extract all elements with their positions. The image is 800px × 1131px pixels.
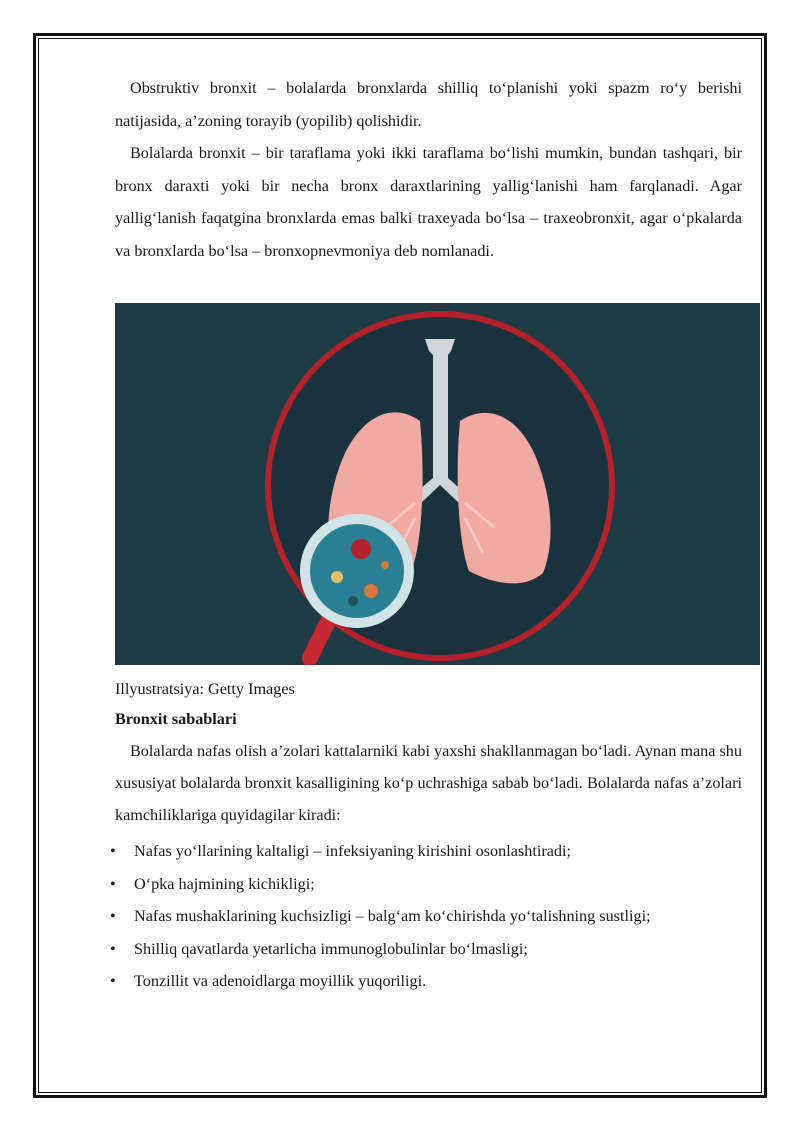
bullet-icon: • [110, 907, 116, 925]
bullet-icon: • [110, 939, 116, 958]
bullet-icon: • [110, 842, 116, 860]
bullet-icon: • [110, 874, 116, 893]
bacteria-dark [348, 596, 358, 606]
section-heading: Bronxit sabablari [115, 710, 237, 728]
lungs-illustration [115, 303, 760, 665]
bacteria-red [351, 539, 371, 559]
paragraph-obstructive-bronchitis: Obstruktiv bronxit – bolalarda bronxlarda shilliq to‘planishi yoki spazm ro‘y berishi natijasida, a’zoning torayib (yopilib) qolishidir. [115, 79, 742, 130]
bullet-icon: • [110, 972, 116, 990]
paragraph-bronchitis-types: Bolalarda bronxit – bir taraflama yoki ikki taraflama bo‘lishi mumkin, bundan tashqari, bir bronx daraxti yoki bir necha bronx daraxtlarining yallig‘lanishi ham farqlanadi. Agar yallig‘lanish faqatgina bronxlarda emas balki traxeyada bo‘lsa – traxeobronxit, agar o‘pkalarda va bronxlarda bo‘lsa – bronxopnevmoniya deb nomlanadi. [115, 144, 742, 260]
section-body [115, 735, 742, 831]
list-item: • Shilliq qavatlarda yetarlicha immunoglobulinlar bo‘lmasligi; [110, 933, 651, 966]
lungs-magnifier-image [115, 303, 760, 665]
intro-text [115, 72, 742, 267]
causes-list [110, 835, 651, 998]
paragraph-causes-intro: Bolalarda nafas olish a’zolari kattalarniki kabi yaxshi shakllanmagan bo‘ladi. Aynan mana shu xususiyat bolalarda bronxit kasalligining ko‘p uchrashiga sabab bo‘ladi. Bolalarda nafas a’zolari kamchiliklariga quyidagilar kiradi: [115, 742, 742, 824]
list-item: • Nafas yo‘llarining kaltaligi – infeksiyaning kirishini osonlashtiradi; [110, 835, 651, 868]
bacteria-small [381, 561, 389, 569]
magnifier-lens [305, 519, 409, 623]
bacteria-orange [364, 584, 378, 598]
figure-caption: Illyustratsiya: Getty Images [115, 680, 295, 698]
bacteria-yellow [331, 571, 343, 583]
list-item: • Nafas mushaklarining kuchsizligi – balg‘am ko‘chirishda yo‘talishning sustligi; [110, 900, 651, 933]
list-item: • O‘pka hajmining kichikligi; [110, 868, 651, 901]
list-item: • Tonzillit va adenoidlarga moyillik yuqoriligi. [110, 965, 651, 998]
